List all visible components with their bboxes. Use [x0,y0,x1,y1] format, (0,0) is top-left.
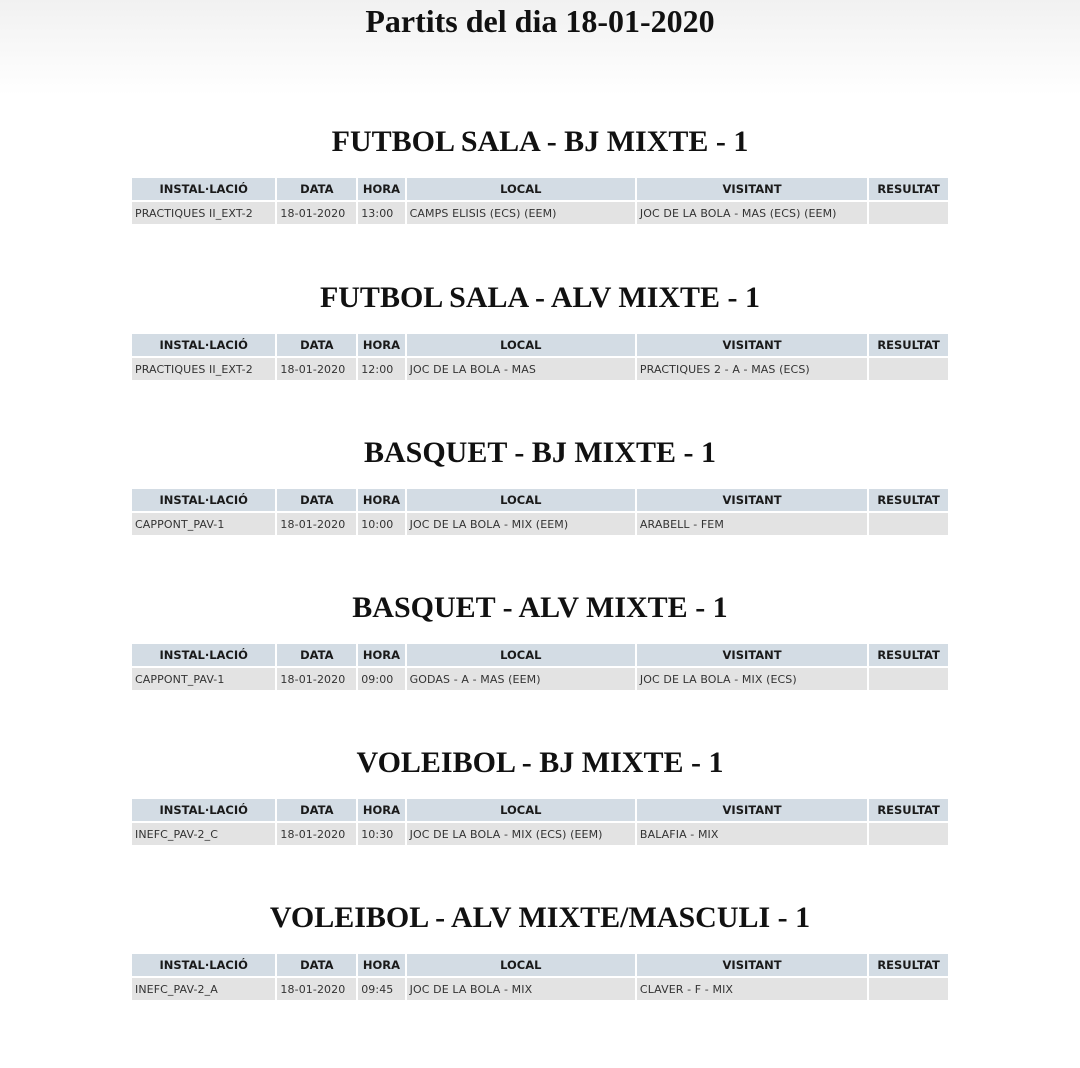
cell-hora: 13:00 [358,202,404,224]
page-title: Partits del dia 18-01-2020 [365,3,715,39]
header-data: DATA [277,954,356,976]
header-hora: HORA [358,954,404,976]
header-visitant: VISITANT [637,644,867,666]
section-title: VOLEIBOL - ALV MIXTE/MASCULI - 1 [269,901,811,934]
table-row [132,513,948,535]
cell-data: 18-01-2020 [277,823,356,845]
table-header-row [132,489,948,511]
table-row [132,978,948,1000]
cell-visitant: JOC DE LA BOLA - MAS (ECS) (EEM) [637,202,867,224]
header-resultat: RESULTAT [869,799,948,821]
header-data: DATA [277,489,356,511]
table-header-row [132,178,948,200]
table-row [132,358,948,380]
header-data: DATA [277,334,356,356]
cell-visitant: PRACTIQUES 2 - A - MAS (ECS) [637,358,867,380]
section-title: VOLEIBOL - BJ MIXTE - 1 [356,746,724,779]
cell-hora: 09:45 [358,978,404,1000]
header-visitant: VISITANT [637,799,867,821]
cell-data: 18-01-2020 [277,513,356,535]
cell-installacio: PRACTIQUES II_EXT-2 [132,202,275,224]
header-installacio: INSTAL·LACIÓ [132,644,275,666]
cell-data: 18-01-2020 [277,668,356,690]
header-resultat: RESULTAT [869,334,948,356]
header-hora: HORA [358,334,404,356]
header-installacio: INSTAL·LACIÓ [132,178,275,200]
header-local: LOCAL [407,178,635,200]
cell-hora: 12:00 [358,358,404,380]
cell-resultat [869,202,948,224]
header-local: LOCAL [407,489,635,511]
cell-installacio: CAPPONT_PAV-1 [132,513,275,535]
section-basquet-alv [0,588,1080,686]
header-resultat: RESULTAT [869,178,948,200]
header-visitant: VISITANT [637,334,867,356]
header-hora: HORA [358,489,404,511]
cell-installacio: PRACTIQUES II_EXT-2 [132,358,275,380]
header-installacio: INSTAL·LACIÓ [132,334,275,356]
header-hora: HORA [358,178,404,200]
cell-hora: 10:00 [358,513,404,535]
section-title: BASQUET - BJ MIXTE - 1 [363,436,716,469]
cell-resultat [869,358,948,380]
header-visitant: VISITANT [637,954,867,976]
cell-visitant: BALAFIA - MIX [637,823,867,845]
table-header-row [132,954,948,976]
header-data: DATA [277,178,356,200]
table-row [132,202,948,224]
cell-data: 18-01-2020 [277,358,356,380]
cell-resultat [869,668,948,690]
cell-local: JOC DE LA BOLA - MIX [407,978,635,1000]
cell-local: GODAS - A - MAS (EEM) [407,668,635,690]
table-header-row [132,334,948,356]
header-installacio: INSTAL·LACIÓ [132,799,275,821]
header-local: LOCAL [407,954,635,976]
cell-local: JOC DE LA BOLA - MAS [407,358,635,380]
cell-visitant: JOC DE LA BOLA - MIX (ECS) [637,668,867,690]
matches-table [130,176,950,226]
section-voleibol-bj [0,743,1080,841]
header-hora: HORA [358,799,404,821]
cell-local: CAMPS ELISIS (ECS) (EEM) [407,202,635,224]
matches-table [130,797,950,847]
cell-resultat [869,978,948,1000]
section-futbol-sala-bj [0,122,1080,220]
header-visitant: VISITANT [637,178,867,200]
matches-table [130,952,950,1002]
header-data: DATA [277,644,356,666]
cell-hora: 10:30 [358,823,404,845]
cell-local: JOC DE LA BOLA - MIX (ECS) (EEM) [407,823,635,845]
cell-hora: 09:00 [358,668,404,690]
header-local: LOCAL [407,799,635,821]
table-row [132,823,948,845]
cell-visitant: ARABELL - FEM [637,513,867,535]
cell-local: JOC DE LA BOLA - MIX (EEM) [407,513,635,535]
cell-installacio: CAPPONT_PAV-1 [132,668,275,690]
matches-table [130,487,950,537]
section-voleibol-alv [0,898,1080,996]
section-title: BASQUET - ALV MIXTE - 1 [352,591,728,624]
table-row [132,668,948,690]
cell-installacio: INEFC_PAV-2_A [132,978,275,1000]
header-resultat: RESULTAT [869,644,948,666]
matches-table [130,642,950,692]
header-resultat: RESULTAT [869,954,948,976]
header-visitant: VISITANT [637,489,867,511]
header-local: LOCAL [407,334,635,356]
cell-resultat [869,823,948,845]
header-local: LOCAL [407,644,635,666]
cell-visitant: CLAVER - F - MIX [637,978,867,1000]
header-hora: HORA [358,644,404,666]
section-title: FUTBOL SALA - ALV MIXTE - 1 [319,281,761,314]
cell-data: 18-01-2020 [277,202,356,224]
table-header-row [132,799,948,821]
header-installacio: INSTAL·LACIÓ [132,489,275,511]
section-futbol-sala-alv [0,278,1080,376]
header-installacio: INSTAL·LACIÓ [132,954,275,976]
section-title: FUTBOL SALA - BJ MIXTE - 1 [331,125,749,158]
matches-table [130,332,950,382]
section-basquet-bj [0,433,1080,531]
cell-data: 18-01-2020 [277,978,356,1000]
header-data: DATA [277,799,356,821]
cell-resultat [869,513,948,535]
cell-installacio: INEFC_PAV-2_C [132,823,275,845]
table-header-row [132,644,948,666]
header-resultat: RESULTAT [869,489,948,511]
